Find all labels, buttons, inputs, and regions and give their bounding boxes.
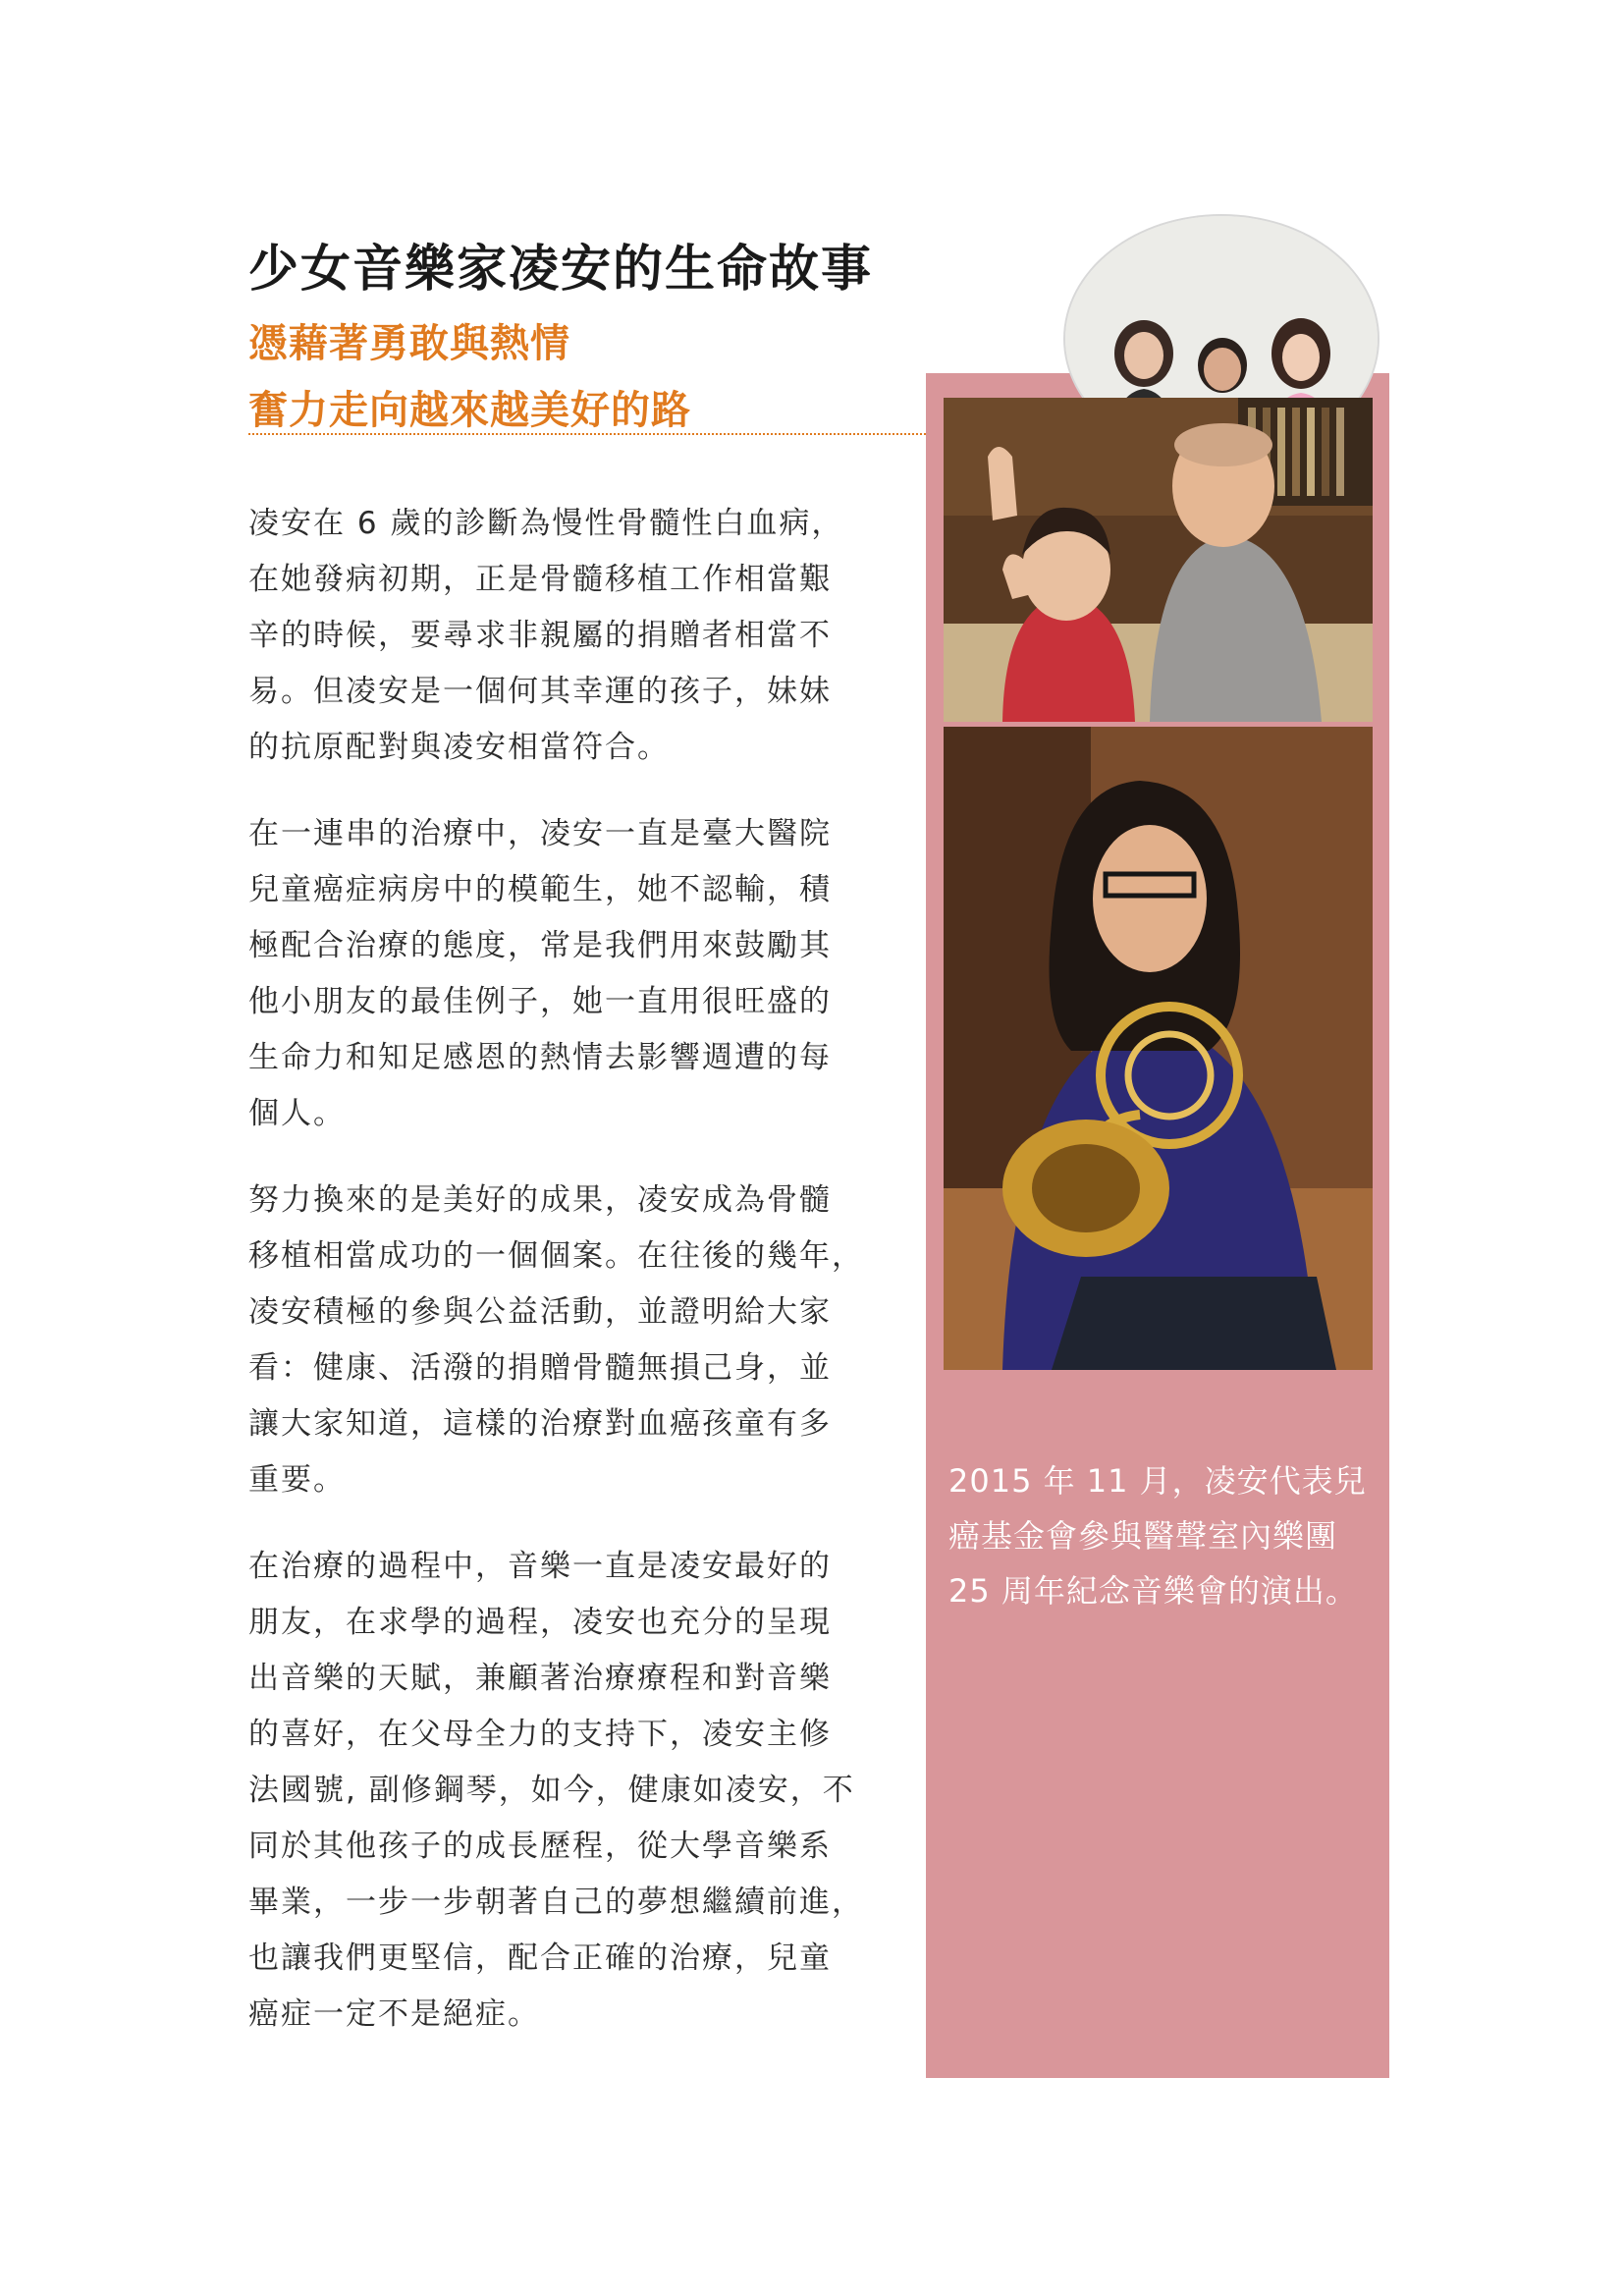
text-line: 出音樂的天賦，兼顧著治療療程和對音樂 [248,1661,832,1696]
text-line: 讓大家知道，這樣的治療對血癌孩童有多 [248,1406,832,1442]
subtitle-line-1: 憑藉著勇敢與熱情 [248,321,570,366]
paragraph-4 [248,1539,867,2043]
text-line: 個人。 [248,1096,346,1131]
text-line: 辛的時候，要尋求非親屬的捐贈者相當不 [248,618,832,653]
paragraph-3 [248,1173,867,1508]
text-line: 凌安在 6 歲的診斷為慢性骨髓性白血病， [248,506,844,541]
childhood-photo [944,398,1373,722]
text-line: 畢業，一步一步朝著自己的夢想繼續前進， [248,1885,864,1920]
text-line: 癌症一定不是絕症。 [248,1996,540,2032]
text-line: 法國號, 副修鋼琴，如今，健康如凌安，不 [248,1773,855,1808]
text-line: 移植相當成功的一個個案。在往後的幾年， [248,1238,864,1274]
caption-line: 癌基金會參與醫聲室內樂團 [948,1517,1338,1555]
article-body [248,496,867,2073]
text-line: 在一連串的治療中，凌安一直是臺大醫院 [248,816,832,851]
text-line: 朋友，在求學的過程，凌安也充分的呈現 [248,1605,832,1640]
text-line: 在她發病初期，正是骨髓移植工作相當艱 [248,562,832,597]
title-divider [248,433,926,435]
subtitle-line-2: 奮力走向越來越美好的路 [248,388,691,433]
caption-line: 25 周年紀念音樂會的演出。 [948,1572,1358,1610]
text-line: 他小朋友的最佳例子，她一直用很旺盛的 [248,984,832,1019]
text-line: 努力換來的是美好的成果，凌安成為骨髓 [248,1182,832,1218]
article-title: 少女音樂家凌安的生命故事 [248,241,874,299]
text-line: 的喜好，在父母全力的支持下，凌安主修 [248,1717,832,1752]
text-line: 極配合治療的態度，常是我們用來鼓勵其 [248,928,832,963]
text-line: 生命力和知足感恩的熱情去影響週遭的每 [248,1040,832,1075]
caption-line: 2015 年 11 月，凌安代表兒 [948,1462,1367,1500]
text-line: 看：健康、活潑的捐贈骨髓無損己身，並 [248,1350,832,1386]
paragraph-2 [248,806,867,1142]
photo-caption [948,1453,1371,1618]
text-line: 凌安積極的參與公益活動，並證明給大家 [248,1294,832,1330]
text-line: 也讓我們更堅信，配合正確的治療，兒童 [248,1941,832,1976]
text-line: 的抗原配對與凌安相當符合。 [248,730,670,765]
text-line: 兒童癌症病房中的模範生，她不認輸，積 [248,872,832,907]
text-line: 在治療的過程中，音樂一直是凌安最好的 [248,1549,832,1584]
horn-performance-photo [944,727,1373,1370]
text-line: 易。但凌安是一個何其幸運的孩子，妹妹 [248,674,832,709]
text-line: 重要。 [248,1462,346,1498]
paragraph-1 [248,496,867,776]
text-line: 同於其他孩子的成長歷程，從大學音樂系 [248,1829,832,1864]
